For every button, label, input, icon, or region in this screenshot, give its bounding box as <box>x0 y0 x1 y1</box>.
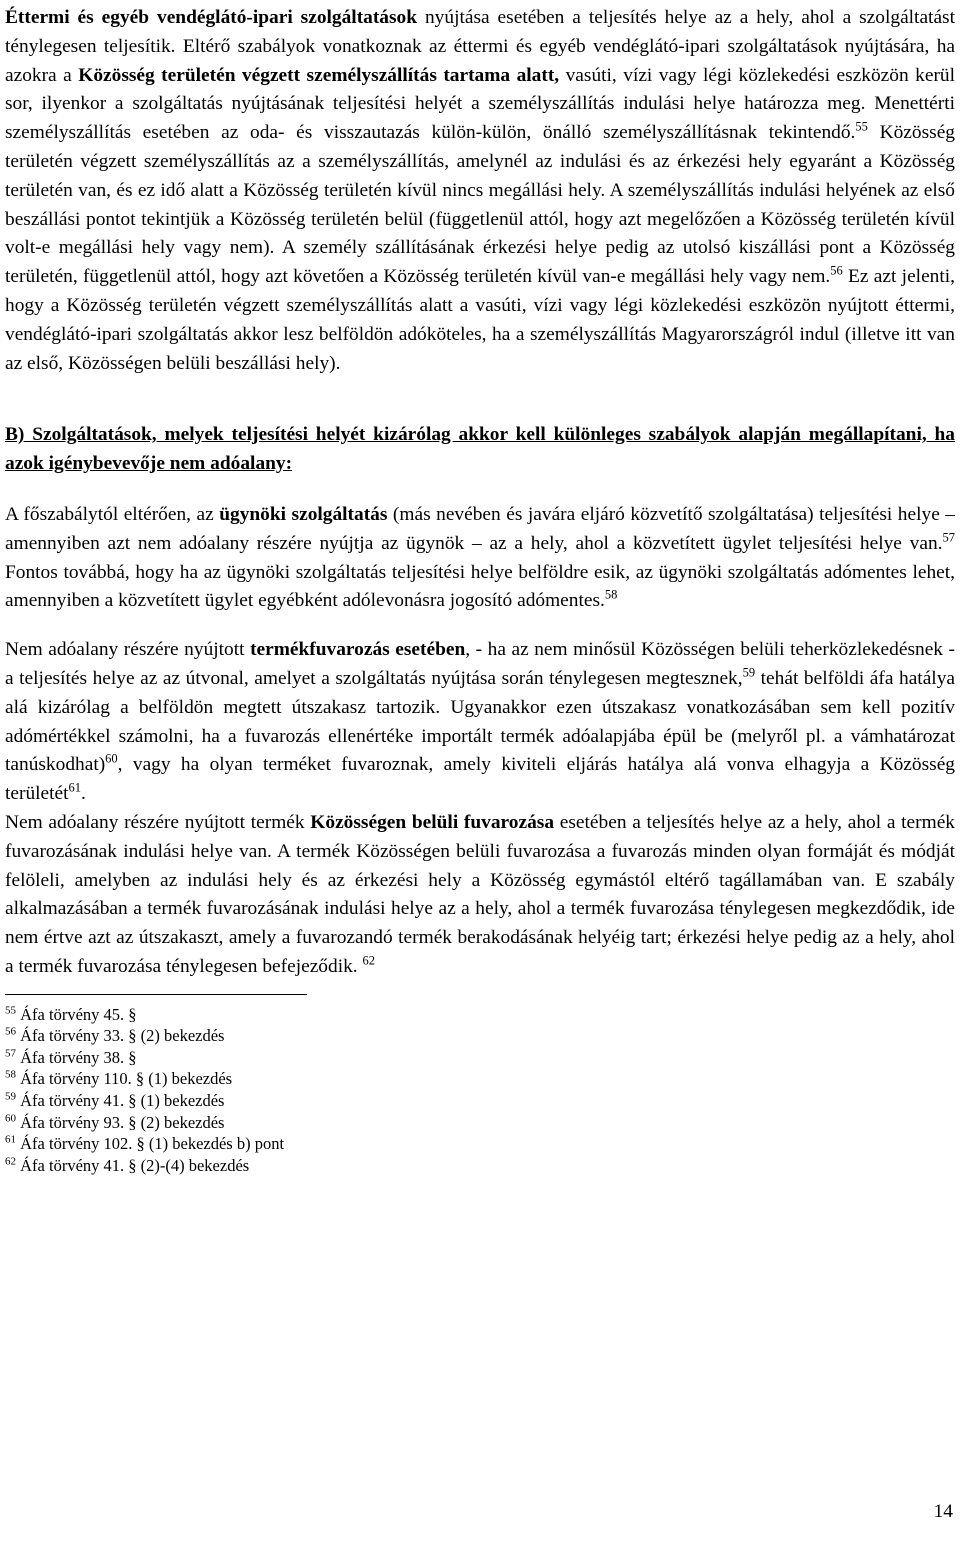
footnote-text: Áfa törvény 102. § (1) bekezdés b) pont <box>20 1134 285 1154</box>
bold-term-intra-community-transport: Közösségen belüli fuvarozása <box>310 811 555 833</box>
text-run: (más nevében és javára eljáró közvetítő szolgáltatása) teljesítési helye – amennyiben azt nem adóalany részére nyújtja az ügynök – az a hely, ahol a közvetített ügylet teljesítési helye van. <box>5 503 955 554</box>
text-run: vasúti, vízi vagy légi közlekedési eszközön kerül sor, ilyenkor a szolgáltatás nyújtásának teljesítési helyét a személyszállítás indulási helye határozza meg. Menettérti személyszállítás esetében az oda- és visszautazás külön-külön, önálló személyszállításnak tekintendő. <box>5 64 955 144</box>
footnote-text: Áfa törvény 38. § <box>20 1047 137 1067</box>
text-run: Nem adóalany részére nyújtott <box>5 639 251 661</box>
text-run: Közösség területén végzett személyszállítás az a személyszállítás, amelynél az indulási és az érkezési hely egyaránt a Közösség területén van, és ez idő alatt a Közösség területén kívül nincs megállási hely. A személyszállítás indulási helyének az első beszállási pontot tekintjük a Közösség területén belül (függetlenül attól, hogy azt megelőzően a Közösség területén kívül volt-e megállási hely vagy nem). A személy szállításának érkezési helye pedig az utolsó kiszállási pont a Közösség területén, függetlenül attól, hogy azt követően a Közösség területén kívül van-e megállási hely vagy nem. <box>5 122 955 288</box>
footnote-number: 61 <box>5 1133 16 1146</box>
footnote-ref-62[interactable]: 62 <box>362 953 375 968</box>
paragraph-goods-transport <box>5 636 955 809</box>
page-number: 14 <box>933 1501 953 1522</box>
footnote-ref-59[interactable]: 59 <box>742 665 756 680</box>
bold-term-goods-transport: termékfuvarozás esetében <box>250 639 466 661</box>
footnote-text: Áfa törvény 45. § <box>20 1004 137 1024</box>
footnote-55 <box>5 1004 955 1026</box>
footnote-ref-61[interactable]: 61 <box>68 780 82 795</box>
footnote-number: 62 <box>5 1155 16 1168</box>
footnote-ref-57[interactable]: 57 <box>942 530 955 545</box>
text-run: , - ha az nem minősül Közösségen belüli teherközlekedésnek - a teljesítés helye az az útvonal, amelyet a szolgáltatás nyújtása során ténylegesen megtesznek, <box>5 639 955 689</box>
text-run: tehát belföldi áfa hatálya alá kizárólag a belföldön megtett útszakasz tartozik. Ugyanakkor ezen útszakasz vonatkozásában sem kell pozitív adómértékkel számolni, ha a fuvarozás ellenértéke importált termék adóalapjába épül be (melyről pl. a vámhatározat tanúskodhat) <box>5 667 955 776</box>
footnote-text: Áfa törvény 110. § (1) bekezdés <box>20 1069 233 1089</box>
footnote-59 <box>5 1090 955 1112</box>
text-run: Fontos továbbá, hogy ha az ügynöki szolgáltatás teljesítési helye belföldre esik, az ügynöki szolgáltatás adómentes lehet, amennyiben a közvetített ügylet egyébként adólevonásra jogosító adómentes. <box>5 561 955 612</box>
text-run: Nem adóalany részére nyújtott termék <box>5 811 311 833</box>
bold-term-passenger-transport: Közösség területén végzett személyszállítás tartama alatt, <box>78 64 560 86</box>
footnote-number: 59 <box>5 1090 16 1103</box>
footnote-text: Áfa törvény 41. § (1) bekezdés <box>20 1091 225 1111</box>
footnote-ref-56[interactable]: 56 <box>830 263 843 278</box>
footnote-57 <box>5 1047 955 1069</box>
footnote-56 <box>5 1025 955 1047</box>
footnote-60 <box>5 1112 955 1134</box>
footnote-separator <box>5 994 307 995</box>
text-run: , vagy ha olyan terméket fuvaroznak, amely kiviteli eljárás hatálya alá vonva elhagyja a Közösség területét <box>5 754 955 805</box>
bold-term-agency-service: ügynöki szolgáltatás <box>219 503 388 525</box>
section-heading-b: B) Szolgáltatások, melyek teljesítési helyét kizárólag akkor kell különleges szabályok alapján megállapítani, ha azok igénybevevője nem adóalany: <box>5 424 955 475</box>
footnote-61 <box>5 1133 955 1155</box>
document-page <box>5 4 955 1176</box>
footnote-number: 60 <box>5 1112 16 1125</box>
paragraph-intra-community-transport <box>5 809 955 982</box>
footnote-62 <box>5 1155 955 1177</box>
footnote-number: 57 <box>5 1047 16 1060</box>
text-run: Ez azt jelenti, hogy a Közösség területén végzett személyszállítás alatt a vasúti, vízi vagy légi közlekedési eszközön nyújtott éttermi, vendéglátó-ipari szolgáltatás akkor lesz belföldön adóköteles, ha a személyszállítás Magyarországról indul (illetve itt van az első, Közösségen belüli beszállási hely). <box>5 266 955 374</box>
footnote-ref-58[interactable]: 58 <box>604 587 618 602</box>
footnote-number: 58 <box>5 1068 16 1081</box>
text-run: A főszabálytól eltérően, az <box>5 503 220 525</box>
footnote-58 <box>5 1068 955 1090</box>
footnote-number: 56 <box>5 1025 16 1038</box>
footnote-ref-55[interactable]: 55 <box>855 119 868 134</box>
text-run: nyújtása esetében a teljesítés helye az a hely, ahol a szolgáltatást ténylegesen teljesítik. Eltérő szabályok vonatkoznak az éttermi és egyéb vendéglátó-ipari szolgáltatások nyújtására, ha azokra a <box>5 7 955 86</box>
text-run: esetében a teljesítés helye az a hely, ahol a termék fuvarozásának indulási helye van. A termék Közösségen belüli fuvarozása a fuvarozás minden olyan formáját és módját felöleli, amelyben az indulási hely és az érkezési hely a Közösség egymástól eltérő tagállamában van. E szabály alkalmazásában a termék fuvarozásának indulási helye az a hely, ahol a termék fuvarozása ténylegesen megkezdődik, ide nem értve azt az útszakaszt, amely a fuvarozandó termék berakodásának helyéig tart; érkezési helye pedig az a hely, ahol a termék fuvarozása ténylegesen befejeződik. <box>5 811 955 977</box>
footnote-ref-60[interactable]: 60 <box>105 751 118 766</box>
footnote-text: Áfa törvény 33. § (2) bekezdés <box>20 1026 225 1046</box>
footnote-number: 55 <box>5 1004 16 1017</box>
text-run: . <box>81 783 86 805</box>
paragraph-restaurant-services <box>5 4 955 378</box>
footnote-text: Áfa törvény 93. § (2) bekezdés <box>20 1112 225 1132</box>
paragraph-agency-services <box>5 501 955 616</box>
bold-term-restaurant-services: Éttermi és egyéb vendéglátó-ipari szolgáltatások <box>5 7 418 28</box>
footnote-list <box>5 1004 955 1177</box>
footnote-text: Áfa törvény 41. § (2)-(4) bekezdés <box>20 1155 250 1175</box>
